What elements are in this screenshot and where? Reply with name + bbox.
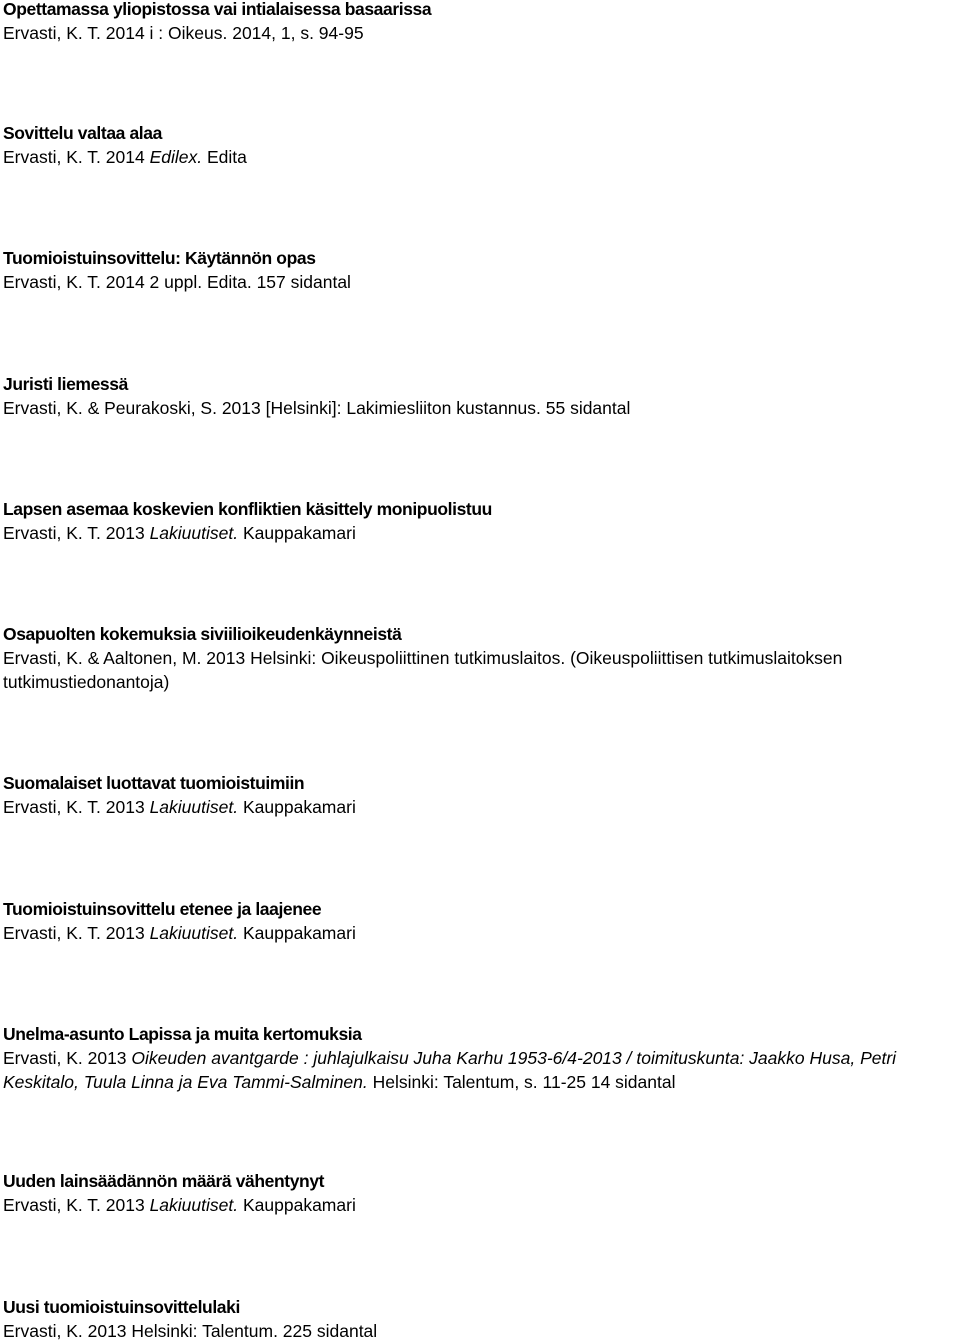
citation-authors: Ervasti, K. 2013 <box>3 1048 127 1068</box>
citation-authors: Ervasti, K. T. 2014 <box>3 147 145 167</box>
publication-title[interactable]: Suomalaiset luottavat tuomioistuimiin <box>3 773 305 793</box>
publication-title[interactable]: Uusi tuomioistuinsovittelulaki <box>3 1297 240 1317</box>
citation-source: Lakiuutiset. <box>149 1195 239 1215</box>
citation-source: Lakiuutiset. <box>149 797 239 817</box>
publication-title[interactable]: Unelma-asunto Lapissa ja muita kertomuksia <box>3 1024 362 1044</box>
publication-entry <box>3 121 958 169</box>
citation-publisher: Edita <box>206 147 247 167</box>
publication-title[interactable]: Sovittelu valtaa alaa <box>3 123 162 143</box>
publication-title[interactable]: Uuden lainsäädännön määrä vähentynyt <box>3 1171 325 1191</box>
publication-title[interactable]: Osapuolten kokemuksia siviilioikeudenkäynneistä <box>3 624 402 644</box>
publication-entry <box>3 372 958 420</box>
citation-authors: Ervasti, K. T. 2013 <box>3 923 145 943</box>
citation-authors: Ervasti, K. T. 2013 <box>3 1195 145 1215</box>
publication-entry <box>3 771 958 819</box>
publication-entry <box>3 1169 958 1217</box>
publication-entry <box>3 246 958 294</box>
publication-title[interactable]: Opettamassa yliopistossa vai intialaisessa basaarissa <box>3 0 432 19</box>
publication-entry <box>3 622 958 694</box>
publication-title[interactable]: Lapsen asemaa koskevien konfliktien käsittely monipuolistuu <box>3 499 492 519</box>
publication-entry <box>3 897 958 945</box>
citation-publisher: Kauppakamari <box>242 523 356 543</box>
publication-entry <box>3 1295 958 1343</box>
citation-publisher: Helsinki: Talentum, s. 11-25 14 sidantal <box>372 1072 676 1092</box>
citation-authors: Ervasti, K. T. 2013 <box>3 523 145 543</box>
publication-citation: Ervasti, K. & Aaltonen, M. 2013 Helsinki: Oikeuspoliittinen tutkimuslaitos. (Oikeuspoliittisen tutkimuslaitoksen tutkimustiedonantoja) <box>3 648 843 692</box>
citation-source: Lakiuutiset. <box>149 923 239 943</box>
publication-citation <box>3 921 958 945</box>
publication-citation: Ervasti, K. 2013 Helsinki: Talentum. 225 sidantal <box>3 1321 378 1341</box>
publication-title[interactable]: Juristi liemessä <box>3 374 128 394</box>
publication-citation <box>3 1046 958 1094</box>
citation-source: Lakiuutiset. <box>149 523 239 543</box>
publication-citation <box>3 145 958 169</box>
publication-citation <box>3 1193 958 1217</box>
publication-title[interactable]: Tuomioistuinsovittelu: Käytännön opas <box>3 248 316 268</box>
citation-publisher: Kauppakamari <box>242 923 356 943</box>
citation-source: Edilex. <box>149 147 203 167</box>
citation-source: Oikeuden avantgarde : juhlajulkaisu Juha Karhu 1953-6/4-2013 / toimituskunta: Jaakko Husa, Petri Keskitalo, Tuula Linna ja Eva Tammi-Salminen. <box>3 1048 897 1092</box>
publication-citation: Ervasti, K. T. 2014 2 uppl. Edita. 157 sidantal <box>3 272 351 292</box>
publication-citation <box>3 795 958 819</box>
publication-entry <box>3 0 958 45</box>
citation-publisher: Kauppakamari <box>242 797 356 817</box>
publication-title[interactable]: Tuomioistuinsovittelu etenee ja laajenee <box>3 899 322 919</box>
publication-citation: Ervasti, K. & Peurakoski, S. 2013 [Helsinki]: Lakimiesliiton kustannus. 55 sidantal <box>3 398 631 418</box>
publication-citation <box>3 521 958 545</box>
citation-publisher: Kauppakamari <box>242 1195 356 1215</box>
publication-citation: Ervasti, K. T. 2014 i : Oikeus. 2014, 1, s. 94-95 <box>3 23 364 43</box>
citation-authors: Ervasti, K. T. 2013 <box>3 797 145 817</box>
publication-entry <box>3 497 958 545</box>
publication-entry <box>3 1022 958 1094</box>
